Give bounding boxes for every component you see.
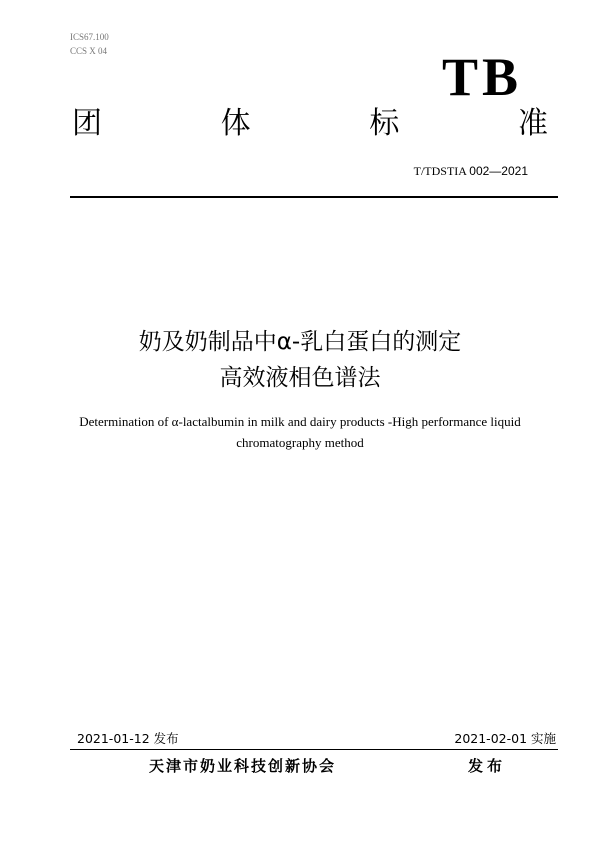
standard-code <box>414 164 528 179</box>
issue-date: 2021-01-12 发布 <box>77 731 179 746</box>
title-cn-line1: 奶及奶制品中α-乳白蛋白的测定 <box>138 329 462 355</box>
header-divider <box>70 196 558 198</box>
ics-code: ICS67.100 <box>70 32 109 42</box>
standard-type-char: 体 <box>220 106 251 141</box>
publish-label: 发布 <box>468 757 507 775</box>
standard-type-char: 团 <box>72 106 102 141</box>
issuing-organization: 天津市奶业科技创新协会 <box>149 757 337 775</box>
title-cn-line2: 高效液相色谱法 <box>219 365 381 391</box>
classification-codes <box>70 30 109 58</box>
standard-type <box>72 106 548 142</box>
implement-date: 2021-02-01 实施 <box>454 731 556 746</box>
footer-divider <box>70 749 558 750</box>
standard-type-char: 标 <box>369 106 400 141</box>
tb-logo: TB <box>441 47 522 107</box>
ccs-code: CCS X 04 <box>70 46 108 56</box>
title-en-line1: Determination of α-lactalbumin in milk and dairy products -High performance liquid <box>79 414 521 429</box>
title-en-line2: chromatography method <box>236 435 364 450</box>
standard-code-prefix: T/TDSTIA <box>413 164 467 178</box>
standard-type-char: 准 <box>517 106 548 141</box>
standard-code-number: 002—2021 <box>469 164 528 178</box>
